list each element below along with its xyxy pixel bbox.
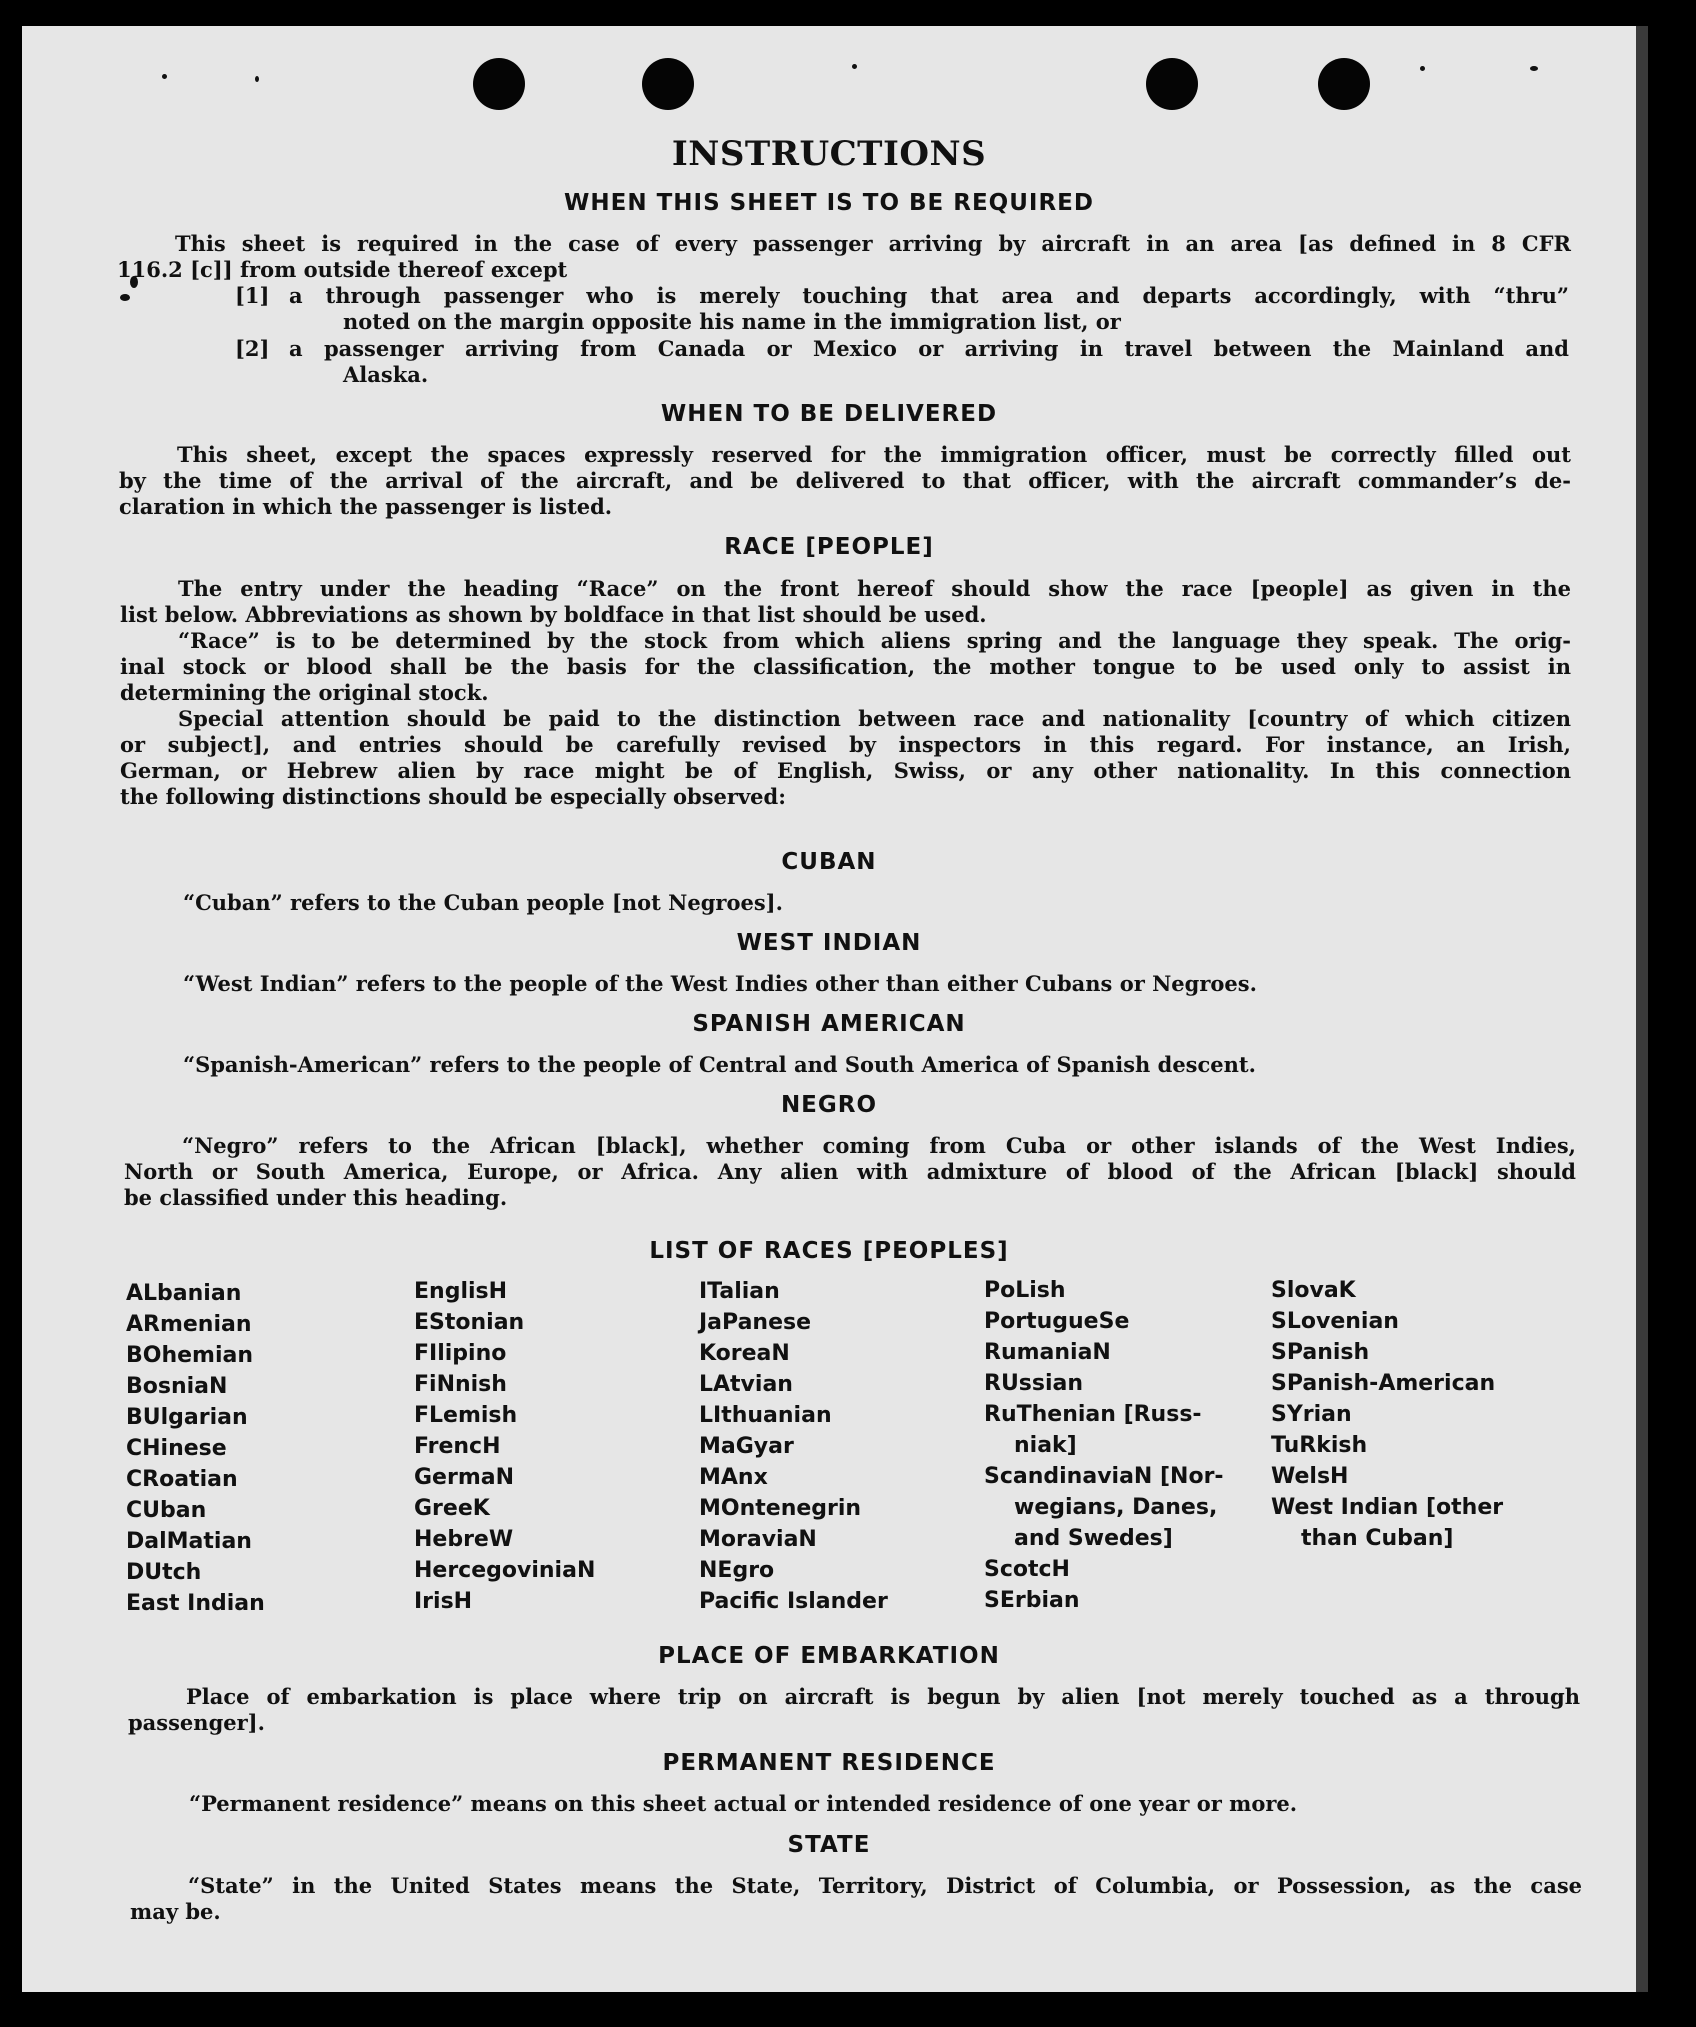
race-item: LIthuanian [699,1403,832,1428]
state-line-2: may be. [130,1899,221,1924]
embarkation-paragraph [128,1684,1580,1736]
residence-text: “Permanent residence” means on this sheet actual or intended residence of one year or more. [189,1791,1298,1816]
section-heading-race: RACE [PEOPLE] [724,534,934,560]
negro-paragraph [124,1133,1576,1211]
race-item: WelsH [1271,1464,1349,1489]
race-item: PortugueSe [984,1309,1130,1334]
spanish-american-text: “Spanish-American” refers to the people of Central and South America of Spanish descent. [183,1052,1256,1077]
cuban-text: “Cuban” refers to the Cuban people [not Negroes]. [183,890,783,915]
race-p2-line-1: “Race” is to be determined by the stock from which aliens spring and the language they speak. The orig- [178,628,1571,653]
punch-hole [473,58,525,110]
race-list-column-3 [699,1276,888,1617]
item-2-line-1: a passenger arriving from Canada or Mexico or arriving in travel between the Mainland and [289,336,1569,361]
punch-hole [642,58,694,110]
required-paragraph [117,231,1571,283]
race-item: MAnx [699,1465,768,1490]
section-heading-negro: NEGRO [780,1092,878,1118]
race-item-continued: niak] [1014,1433,1077,1458]
section-heading-cuban: CUBAN [781,849,877,875]
item-2-line-2: Alaska. [343,362,429,387]
race-p3-line-2: or subject], and entries should be carefully revised by inspectors in this regard. For instance, an Irish, [120,732,1571,757]
race-item: SlovaK [1271,1278,1356,1303]
race-p2-line-2: inal stock or blood shall be the basis for the classification, the mother tongue to be used only to assist in [120,654,1571,679]
race-item: ScotcH [984,1557,1070,1582]
race-item: ARmenian [126,1312,252,1337]
race-item: FLemish [414,1403,518,1428]
race-paragraph-3 [120,706,1571,810]
required-line-1: This sheet is required in the case of every passenger arriving by aircraft in an area [as defined in 8 CFR [175,231,1571,256]
race-list-column-5 [1271,1275,1503,1554]
race-item-continued: than Cuban] [1301,1526,1454,1551]
west-indian-text: “West Indian” refers to the people of the West Indies other than either Cubans or Negroes. [183,971,1257,996]
page-title: INSTRUCTIONS [671,134,987,174]
ink-speck [255,76,259,82]
race-item: BUlgarian [126,1405,248,1430]
page-edge-shadow [1636,26,1648,1992]
race-item: CHinese [126,1436,227,1461]
race-item: FIlipino [414,1341,507,1366]
race-item: DUtch [126,1560,202,1585]
race-p3-line-4: the following distinctions should be especially observed: [120,784,786,809]
race-paragraph-1 [120,576,1571,628]
race-item: EnglisH [414,1279,508,1304]
race-item: BosniaN [126,1374,228,1399]
race-item: MOntenegrin [699,1496,862,1521]
punch-hole [1146,58,1198,110]
ink-speck [1420,66,1425,71]
race-item: ITalian [699,1279,780,1304]
race-item: DalMatian [126,1529,252,1554]
race-item: SLovenian [1271,1309,1399,1334]
embarkation-line-1: Place of embarkation is place where trip on aircraft is begun by alien [not merely touched as a through [186,1684,1580,1709]
race-item: GermaN [414,1465,515,1490]
ink-speck [852,64,857,69]
race-item: East Indian [126,1591,265,1616]
race-item: FiNnish [414,1372,507,1397]
document-page [22,26,1636,1992]
delivered-line-2: by the time of the arrival of the aircraft, and be delivered to that officer, with the aircraft commander’s de- [119,468,1571,493]
race-item: MoraviaN [699,1527,817,1552]
race-item: RumaniaN [984,1340,1111,1365]
race-item: JaPanese [699,1310,812,1335]
race-p1-line-2: list below. Abbreviations as shown by boldface in that list should be used. [120,602,987,627]
section-heading-spanish-american: SPANISH AMERICAN [692,1011,966,1037]
race-item: BOhemian [126,1343,254,1368]
section-heading-required: WHEN THIS SHEET IS TO BE REQUIRED [564,190,1094,216]
race-item: West Indian [other [1271,1495,1504,1520]
race-item: SErbian [984,1588,1080,1613]
race-item: IrisH [414,1589,473,1614]
section-heading-list-of-races: LIST OF RACES [PEOPLES] [649,1238,1009,1264]
race-list-column-1 [126,1278,265,1619]
required-item-1 [289,283,1569,335]
race-list-column-2 [414,1276,595,1617]
negro-line-3: be classified under this heading. [124,1185,508,1210]
race-item: RuThenian [Russ- [984,1402,1202,1427]
race-item: EStonian [414,1310,525,1335]
race-item: MaGyar [699,1434,794,1459]
race-item: HebreW [414,1527,514,1552]
embarkation-line-2: passenger]. [128,1710,265,1735]
race-item: KoreaN [699,1341,790,1366]
race-p3-line-1: Special attention should be paid to the distinction between race and nationality [country of which citizen [178,706,1571,731]
section-heading-state: STATE [787,1832,871,1858]
section-heading-delivered: WHEN TO BE DELIVERED [660,401,998,427]
race-item: PoLish [984,1278,1066,1303]
state-line-1: “State” in the United States means the State, Territory, District of Columbia, or Possession, as the case [188,1873,1582,1898]
race-item: LAtvian [699,1372,793,1397]
negro-line-2: North or South America, Europe, or Africa. Any alien with admixture of blood of the African [black] should [124,1159,1576,1184]
race-item: ScandinaviaN [Nor- [984,1464,1224,1489]
ink-speck [162,74,167,79]
race-item: NEgro [699,1558,775,1583]
delivered-line-3: claration in which the passenger is listed. [119,494,613,519]
race-item-continued: and Swedes] [1014,1526,1173,1551]
item-1-line-2: noted on the margin opposite his name in the immigration list, or [343,309,1121,334]
delivered-line-1: This sheet, except the spaces expressly reserved for the immigration officer, must be correctly filled out [177,442,1571,467]
race-p3-line-3: German, or Hebrew alien by race might be of English, Swiss, or any other nationality. In this connection [120,758,1571,783]
race-item: FrencH [414,1434,501,1459]
item-1-line-1: a through passenger who is merely touching that area and departs accordingly, with “thru” [289,283,1569,308]
section-heading-embarkation: PLACE OF EMBARKATION [658,1643,1000,1669]
race-item: CRoatian [126,1467,238,1492]
ink-speck [120,294,130,301]
race-item: SPanish [1271,1340,1370,1365]
delivered-paragraph [119,442,1571,520]
race-p1-line-1: The entry under the heading “Race” on the front hereof should show the race [people] as given in the [178,576,1571,601]
race-item: RUssian [984,1371,1084,1396]
item-number-1: [1] [235,283,270,308]
race-item: SYrian [1271,1402,1352,1427]
race-item: SPanish-American [1271,1371,1496,1396]
race-p2-line-3: determining the original stock. [120,680,489,705]
punch-hole [1318,58,1370,110]
required-line-2: 116.2 [c]] from outside thereof except [117,257,568,282]
race-item: GreeK [414,1496,490,1521]
race-item-continued: wegians, Danes, [1014,1495,1218,1520]
negro-line-1: “Negro” refers to the African [black], whether coming from Cuba or other islands of the West Indies, [182,1133,1576,1158]
item-number-2: [2] [235,336,270,361]
race-item: Pacific Islander [699,1589,888,1614]
ink-speck [1530,66,1538,71]
required-item-2 [289,336,1569,388]
race-list-column-4 [984,1275,1224,1616]
state-paragraph [130,1873,1582,1925]
race-item: TuRkish [1271,1433,1368,1458]
race-paragraph-2 [120,628,1571,706]
race-item: CUban [126,1498,207,1523]
section-heading-west-indian: WEST INDIAN [736,930,922,956]
race-item: HercegoviniaN [414,1558,596,1583]
race-item: ALbanian [126,1281,242,1306]
section-heading-residence: PERMANENT RESIDENCE [662,1750,996,1776]
